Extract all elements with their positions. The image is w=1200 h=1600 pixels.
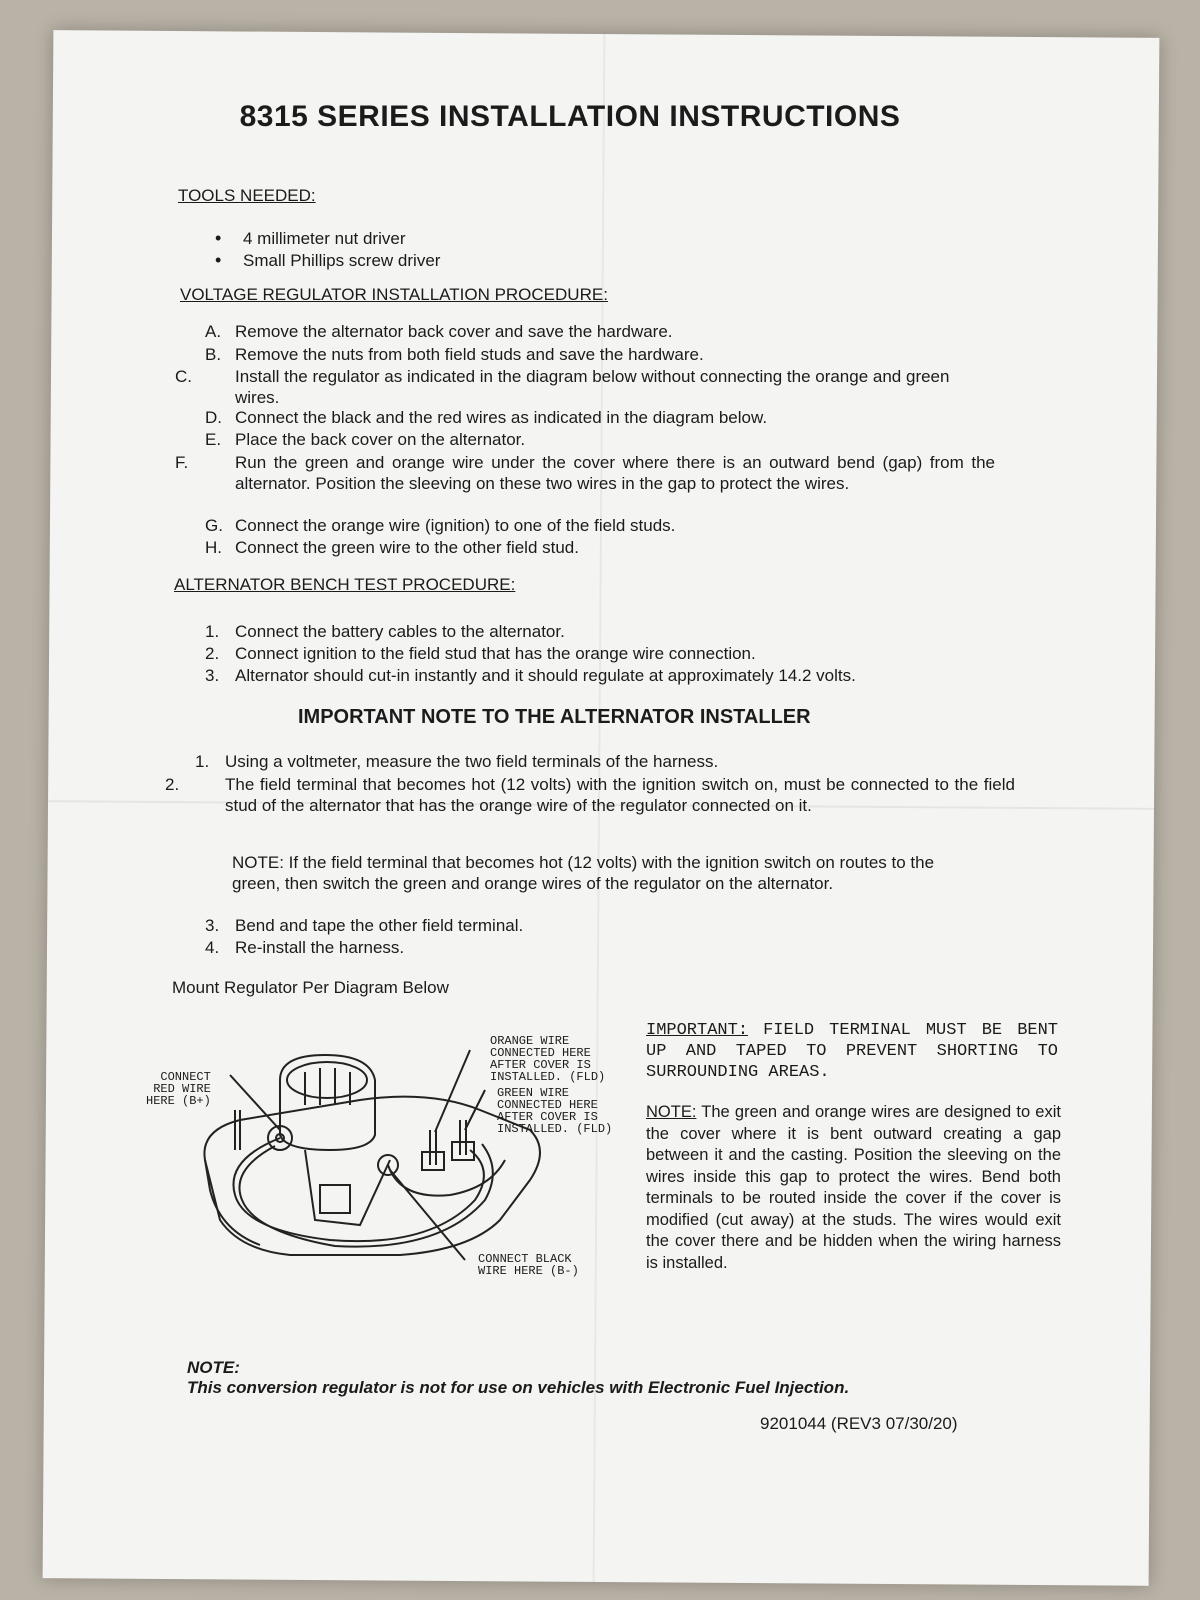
- tools-heading: TOOLS NEEDED:: [178, 186, 316, 205]
- list-item: A. Remove the alternator back cover and save the hardware.: [205, 322, 673, 341]
- important-field-note: IMPORTANT: FIELD TERMINAL MUST BE BENT UP AND TAPED TO PREVENT SHORTING TO SURROUNDING AREAS.: [646, 1021, 1059, 1082]
- footer-note-label: NOTE:: [187, 1358, 240, 1377]
- list-item: 2. The field terminal that becomes hot (12 volts) with the ignition switch on, must be connected to the field stud of the alternator that has the orange wire of the regulator connected on it.: [165, 775, 1015, 815]
- list-item: G. Connect the orange wire (ignition) to one of the field studs.: [205, 516, 676, 535]
- list-item: H. Connect the green wire to the other field stud.: [205, 538, 579, 557]
- important-heading: IMPORTANT NOTE TO THE ALTERNATOR INSTALLER: [298, 706, 811, 728]
- list-item: C. Install the regulator as indicated in the diagram below without connecting the orange and green wires.: [175, 367, 950, 407]
- label-red-wire: CONNECT RED WIRE HERE (B+): [146, 1070, 211, 1108]
- list-item: 3. Alternator should cut-in instantly and it should regulate at approximately 14.2 volts.: [205, 666, 856, 685]
- voltage-procedure-heading: VOLTAGE REGULATOR INSTALLATION PROCEDURE:: [180, 285, 608, 304]
- list-item: F. Run the green and orange wire under the cover where there is an outward bend (gap) from the alternator. Position the sleeving on these two wires in the gap to protect the wires.: [175, 453, 995, 493]
- wire-routing-note: NOTE: The green and orange wires are designed to exit the cover where it is bent outward creating a gap between it and the casting. Position the sleeving on the wires inside this gap to protect the wires. Bend both terminals to be routed inside the cover if the cover is modified (cut away) at the studs. The wires would exit the cover there and be hidden when the wiring harness is installed.: [646, 1103, 1061, 1272]
- list-item: • Small Phillips screw driver: [215, 250, 441, 270]
- page-title: 8315 SERIES INSTALLATION INSTRUCTIONS: [239, 100, 901, 133]
- document-code: 9201044 (REV3 07/30/20): [760, 1414, 958, 1433]
- list-item: B. Remove the nuts from both field studs and save the hardware.: [205, 345, 704, 364]
- label-black-wire: CONNECT BLACK WIRE HERE (B-): [478, 1252, 579, 1278]
- list-item: • 4 millimeter nut driver: [215, 228, 406, 248]
- mount-label: Mount Regulator Per Diagram Below: [172, 978, 449, 997]
- list-item: E. Place the back cover on the alternator.: [205, 430, 526, 449]
- list-item: D. Connect the black and the red wires as indicated in the diagram below.: [205, 408, 768, 427]
- label-green-wire: GREEN WIRE CONNECTED HERE AFTER COVER IS INSTALLED. (FLD): [497, 1086, 613, 1136]
- list-item: 1. Connect the battery cables to the alternator.: [205, 622, 565, 641]
- list-item: 4. Re-install the harness.: [205, 938, 405, 957]
- list-item: 2. Connect ignition to the field stud that has the orange wire connection.: [205, 644, 756, 663]
- list-item: 3. Bend and tape the other field terminal.: [205, 916, 524, 935]
- label-orange-wire: ORANGE WIRE CONNECTED HERE AFTER COVER IS INSTALLED. (FLD): [490, 1034, 606, 1084]
- field-note: NOTE: If the field terminal that becomes hot (12 volts) with the ignition switch on routes to the green, then switch the green and orange wires of the regulator on the alternator.: [232, 853, 935, 893]
- list-item: 1. Using a voltmeter, measure the two field terminals of the harness.: [195, 752, 719, 771]
- footer-note-text: This conversion regulator is not for use on vehicles with Electronic Fuel Injection.: [187, 1378, 850, 1397]
- bench-test-heading: ALTERNATOR BENCH TEST PROCEDURE:: [174, 575, 516, 594]
